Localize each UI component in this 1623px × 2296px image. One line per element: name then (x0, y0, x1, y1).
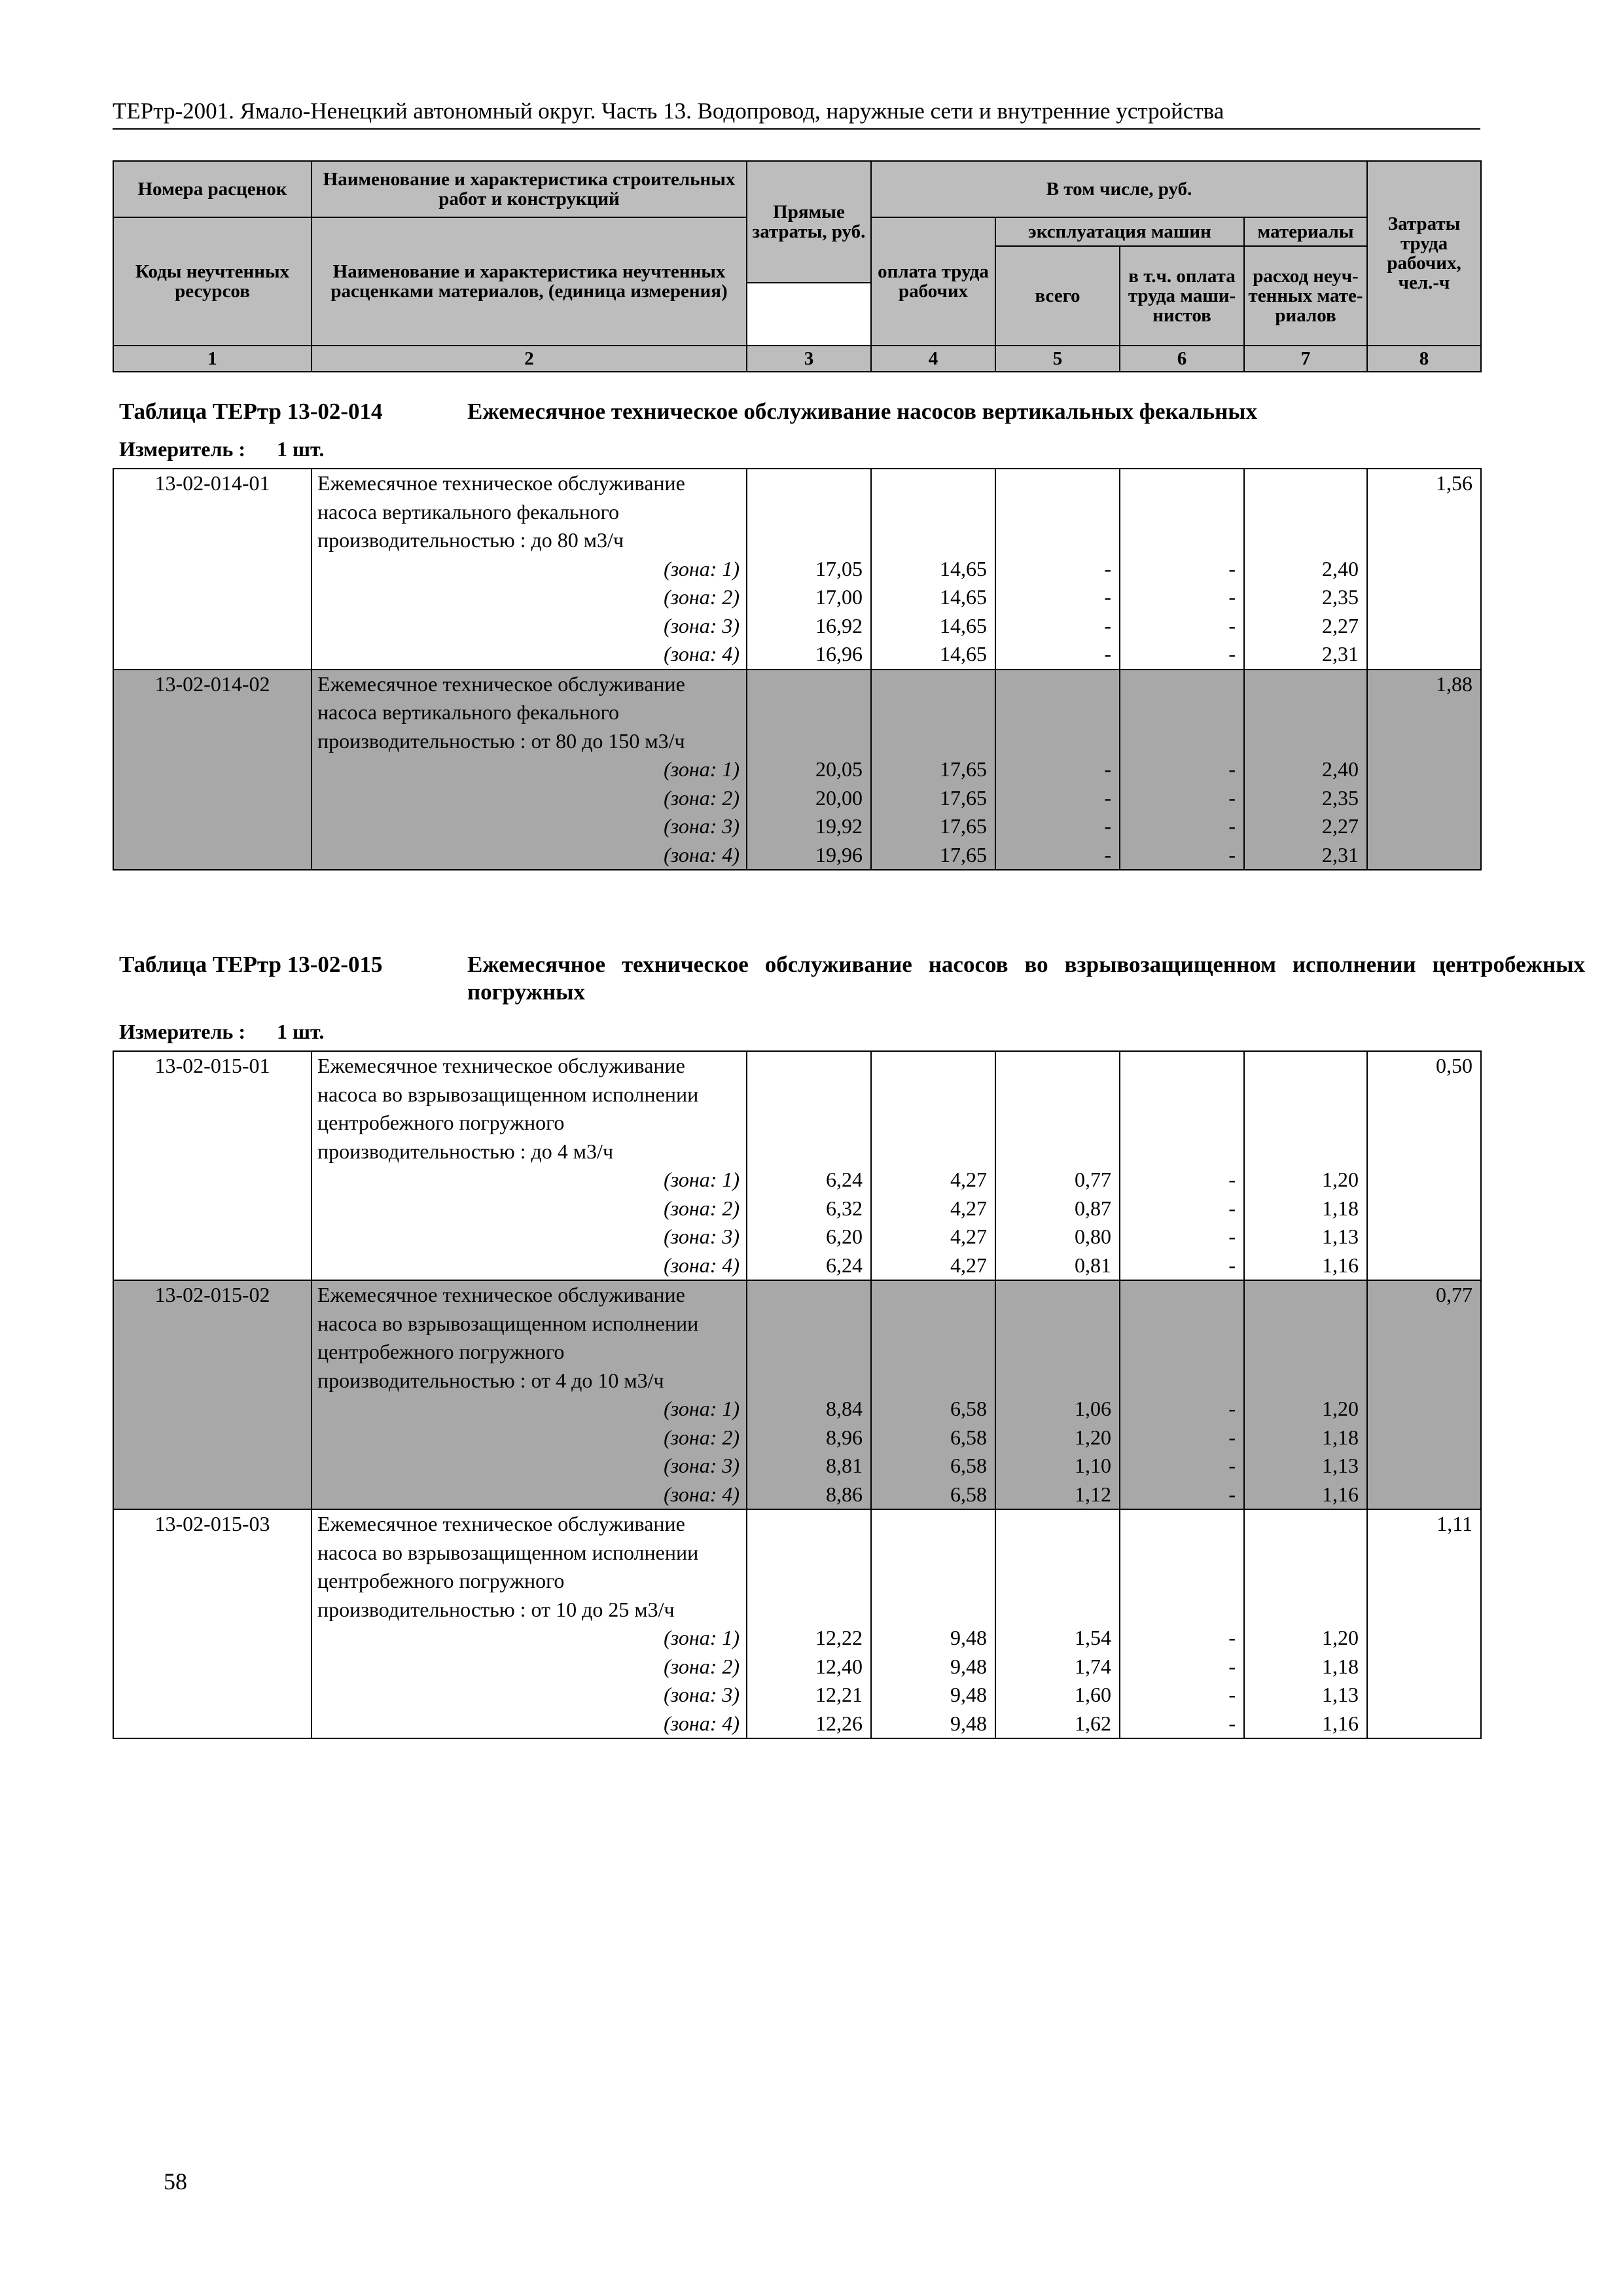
direct-cost: 6,24 (826, 1253, 863, 1277)
col2-top-header: Наименование и характеристика строительных работ и конструкций (312, 161, 747, 217)
page-number: 58 (164, 2168, 187, 2195)
table-number: Таблица ТЕРтр 13-02-015 (119, 952, 383, 977)
machinist-pay-cell (1120, 469, 1244, 670)
desc-spacer (1251, 670, 1359, 756)
labor-pay: 6,58 (950, 1454, 987, 1477)
meter-label: Измеритель : (119, 1020, 245, 1043)
zone-label: (зона: 2) (664, 785, 740, 810)
material-cost: 1,20 (1322, 1626, 1359, 1649)
header-rule (113, 128, 1480, 130)
material-cost: 2,40 (1322, 556, 1359, 581)
material-cost-cell (1244, 1051, 1367, 1280)
labor-pay: 4,27 (950, 1168, 987, 1191)
material-cost-cell (1244, 1280, 1367, 1509)
labor-pay: 4,27 (950, 1196, 987, 1220)
table-title-015 (119, 951, 1585, 1009)
material-cost-cell (1244, 469, 1367, 670)
labor-pay-cell (871, 1280, 995, 1509)
rate-code: 13-02-015-03 (113, 1509, 312, 1738)
table-title-014 (119, 398, 1585, 425)
machinist-pay: - (1228, 1225, 1236, 1248)
rate-description: Ежемесячное техническое обслуживание насоса вертикального фекального производительностью : до 80 м3/ч (317, 471, 685, 552)
table-row (113, 1280, 1481, 1509)
machinist-pay: - (1228, 1626, 1236, 1649)
desc-spacer (1251, 1281, 1359, 1395)
desc-spacer (754, 1510, 863, 1624)
machine-cost-cell (995, 1280, 1120, 1509)
rate-description-cell (312, 1051, 747, 1280)
labor-pay: 17,65 (940, 785, 987, 810)
material-cost: 1,16 (1322, 1711, 1359, 1735)
col2-bottom-header: Наименование и характеристика неучтенных расценками материалов, (единица измерения) (312, 217, 747, 346)
desc-spacer (1127, 1052, 1236, 1166)
desc-spacer (1251, 1510, 1359, 1624)
machine-cost-cell (995, 1509, 1120, 1738)
machinist-pay-cell (1120, 670, 1244, 870)
col5-header: всего (995, 246, 1120, 346)
col3-header: Прямые затраты, руб. (747, 161, 871, 283)
machinist-pay: - (1228, 785, 1236, 810)
direct-cost: 6,32 (826, 1196, 863, 1220)
machine-cost: 0,77 (1075, 1168, 1111, 1191)
machine-cost: 1,54 (1075, 1626, 1111, 1649)
table-row (113, 469, 1481, 670)
machine-cost-cell (995, 670, 1120, 870)
material-cost: 1,18 (1322, 1425, 1359, 1449)
direct-cost-cell (747, 670, 871, 870)
zone-label: (зона: 1) (664, 1168, 740, 1191)
direct-cost: 12,26 (815, 1711, 863, 1735)
labor-pay: 9,48 (950, 1626, 987, 1649)
zone-label: (зона: 4) (664, 1711, 740, 1735)
labor-hours: 1,56 (1367, 469, 1481, 670)
direct-cost: 19,96 (815, 842, 863, 867)
direct-cost: 6,20 (826, 1225, 863, 1248)
direct-cost: 8,86 (826, 1482, 863, 1506)
desc-spacer (1127, 469, 1236, 555)
labor-pay: 17,65 (940, 814, 987, 838)
zone-label: (зона: 3) (664, 1683, 740, 1706)
machinist-pay-cell (1120, 1051, 1244, 1280)
direct-cost: 19,92 (815, 814, 863, 838)
material-cost: 1,13 (1322, 1454, 1359, 1477)
desc-spacer (1127, 1510, 1236, 1624)
desc-spacer (878, 1510, 987, 1624)
labor-pay: 14,65 (940, 585, 987, 609)
material-cost-cell (1244, 670, 1367, 870)
machine-cost: 1,10 (1075, 1454, 1111, 1477)
labor-pay: 14,65 (940, 556, 987, 581)
machine-cost-cell (995, 469, 1120, 670)
machinist-pay: - (1228, 1168, 1236, 1191)
labor-pay: 17,65 (940, 757, 987, 781)
desc-spacer (1127, 670, 1236, 756)
table-row (113, 670, 1481, 870)
machine-cost: 1,06 (1075, 1397, 1111, 1420)
running-header: ТЕРтр-2001. Ямало-Ненецкий автономный округ. Часть 13. Водопровод, наружные сети и внутренние устройства (113, 98, 1224, 124)
material-cost-cell (1244, 1509, 1367, 1738)
machine-cost: - (1104, 842, 1111, 867)
labor-pay: 14,65 (940, 613, 987, 637)
labor-pay: 9,48 (950, 1654, 987, 1678)
machine-cost: - (1104, 642, 1111, 666)
machinist-pay: - (1228, 1397, 1236, 1420)
table-row (113, 1509, 1481, 1738)
desc-spacer (754, 1281, 863, 1395)
column-number-4: 4 (871, 346, 995, 372)
machinist-pay: - (1228, 1711, 1236, 1735)
column-number-2: 2 (312, 346, 747, 372)
machinist-pay: - (1228, 1253, 1236, 1277)
machine-cost: 1,74 (1075, 1654, 1111, 1678)
material-cost: 2,27 (1322, 814, 1359, 838)
direct-cost: 8,81 (826, 1454, 863, 1477)
machine-cost: - (1104, 814, 1111, 838)
labor-pay-cell (871, 469, 995, 670)
direct-cost-cell (747, 1509, 871, 1738)
labor-hours: 1,11 (1367, 1509, 1481, 1738)
column-number-6: 6 (1120, 346, 1244, 372)
meter-value: 1 шт. (276, 1020, 325, 1043)
column-number-3: 3 (747, 346, 871, 372)
machine-cost: 0,80 (1075, 1225, 1111, 1248)
material-cost: 2,31 (1322, 842, 1359, 867)
price-table-015 (113, 1050, 1482, 1739)
direct-cost: 12,40 (815, 1654, 863, 1678)
table-number: Таблица ТЕРтр 13-02-014 (119, 399, 383, 424)
material-cost: 2,27 (1322, 613, 1359, 637)
rate-description: Ежемесячное техническое обслуживание насоса во взрывозащищенном исполнении центробежного погружного производительностью : от 4 до 10 м3/ч (317, 1283, 699, 1392)
machinist-pay: - (1228, 613, 1236, 637)
direct-cost: 12,21 (815, 1683, 863, 1706)
labor-pay: 4,27 (950, 1253, 987, 1277)
machinist-pay: - (1228, 1454, 1236, 1477)
zone-label: (зона: 1) (664, 1626, 740, 1649)
machinist-pay: - (1228, 1196, 1236, 1220)
price-table-014 (113, 468, 1482, 870)
machine-cost: 1,20 (1075, 1425, 1111, 1449)
column-number-5: 5 (995, 346, 1120, 372)
desc-spacer (1251, 1052, 1359, 1166)
zone-label: (зона: 3) (664, 1454, 740, 1477)
machinist-pay: - (1228, 1683, 1236, 1706)
zone-label: (зона: 3) (664, 814, 740, 838)
rate-description-cell (312, 1280, 747, 1509)
labor-pay: 4,27 (950, 1225, 987, 1248)
machine-cost: 1,12 (1075, 1482, 1111, 1506)
desc-spacer (754, 670, 863, 756)
column-header-table (113, 160, 1482, 372)
rate-description-cell (312, 1509, 747, 1738)
desc-spacer (1003, 670, 1111, 756)
rate-description: Ежемесячное техническое обслуживание насоса во взрывозащищенном исполнении центробежного погружного производительностью : от 10 до 25 м3/ч (317, 1512, 699, 1621)
column-number-8: 8 (1367, 346, 1481, 372)
labor-hours: 0,77 (1367, 1280, 1481, 1509)
direct-cost: 16,92 (815, 613, 863, 637)
desc-spacer (1003, 1281, 1111, 1395)
table-name: Ежемесячное техническое обслуживание насосов вертикальных фекальных (467, 399, 1258, 424)
machinist-pay-cell (1120, 1509, 1244, 1738)
material-cost: 2,31 (1322, 642, 1359, 666)
material-cost: 1,16 (1322, 1253, 1359, 1277)
column-number-7: 7 (1244, 346, 1367, 372)
machinist-pay: - (1228, 1654, 1236, 1678)
direct-cost: 8,84 (826, 1397, 863, 1420)
direct-cost-cell (747, 1051, 871, 1280)
zone-label: (зона: 4) (664, 1253, 740, 1277)
col7-header: расход неуч-тенных мате-риалов (1244, 246, 1367, 346)
direct-cost: 12,22 (815, 1626, 863, 1649)
machine-cost: - (1104, 556, 1111, 581)
rate-code: 13-02-014-02 (113, 670, 312, 870)
material-cost: 1,13 (1322, 1225, 1359, 1248)
desc-spacer (1127, 1281, 1236, 1395)
labor-pay-cell (871, 1051, 995, 1280)
material-cost: 1,20 (1322, 1168, 1359, 1191)
direct-cost: 17,00 (815, 585, 863, 609)
meter-value: 1 шт. (276, 437, 325, 461)
zone-label: (зона: 3) (664, 613, 740, 637)
col4-header: оплата труда рабочих (871, 217, 995, 346)
desc-spacer (878, 670, 987, 756)
direct-cost: 20,05 (815, 757, 863, 781)
material-cost: 1,18 (1322, 1196, 1359, 1220)
zone-label: (зона: 2) (664, 1196, 740, 1220)
machinist-pay: - (1228, 1425, 1236, 1449)
material-cost: 2,35 (1322, 585, 1359, 609)
machinist-pay: - (1228, 814, 1236, 838)
labor-pay: 9,48 (950, 1711, 987, 1735)
desc-spacer (878, 1281, 987, 1395)
desc-spacer (1251, 469, 1359, 555)
material-cost: 1,13 (1322, 1683, 1359, 1706)
desc-spacer (1003, 1510, 1111, 1624)
zone-label: (зона: 1) (664, 1397, 740, 1420)
zone-label: (зона: 2) (664, 1425, 740, 1449)
machinist-pay: - (1228, 642, 1236, 666)
labor-pay: 14,65 (940, 642, 987, 666)
desc-spacer (754, 469, 863, 555)
machine-cost: 1,60 (1075, 1683, 1111, 1706)
machines-header: эксплуатация машин (995, 217, 1244, 246)
zone-label: (зона: 1) (664, 556, 740, 581)
labor-hours: 1,88 (1367, 670, 1481, 870)
materials-header: материалы (1244, 217, 1367, 246)
col1-bottom-header: Коды неучтенных ресурсов (113, 217, 312, 346)
machinist-pay: - (1228, 585, 1236, 609)
zone-label: (зона: 4) (664, 1482, 740, 1506)
zone-label: (зона: 1) (664, 757, 740, 781)
col6-header: в т.ч. оплата труда маши-нистов (1120, 246, 1244, 346)
machinist-pay: - (1228, 757, 1236, 781)
material-cost: 1,20 (1322, 1397, 1359, 1420)
direct-cost: 20,00 (815, 785, 863, 810)
direct-cost-cell (747, 1280, 871, 1509)
rate-description-cell (312, 469, 747, 670)
machinist-pay: - (1228, 1482, 1236, 1506)
machinist-pay: - (1228, 556, 1236, 581)
desc-spacer (878, 469, 987, 555)
zone-label: (зона: 2) (664, 585, 740, 609)
labor-pay: 6,58 (950, 1425, 987, 1449)
zone-label: (зона: 3) (664, 1225, 740, 1248)
group-header: В том числе, руб. (871, 161, 1367, 217)
material-cost: 1,16 (1322, 1482, 1359, 1506)
machine-cost: 0,87 (1075, 1196, 1111, 1220)
machine-cost: 0,81 (1075, 1253, 1111, 1277)
material-cost: 1,18 (1322, 1654, 1359, 1678)
labor-pay: 6,58 (950, 1482, 987, 1506)
labor-pay-cell (871, 670, 995, 870)
labor-pay: 6,58 (950, 1397, 987, 1420)
col8-header: Затраты труда рабочих, чел.-ч (1367, 161, 1481, 346)
direct-cost-cell (747, 469, 871, 670)
material-cost: 2,40 (1322, 757, 1359, 781)
zone-label: (зона: 4) (664, 842, 740, 867)
zone-label: (зона: 2) (664, 1654, 740, 1678)
desc-spacer (1003, 1052, 1111, 1166)
column-number-1: 1 (113, 346, 312, 372)
desc-spacer (878, 1052, 987, 1166)
machine-cost-cell (995, 1051, 1120, 1280)
direct-cost: 6,24 (826, 1168, 863, 1191)
labor-pay: 9,48 (950, 1683, 987, 1706)
rate-description: Ежемесячное техническое обслуживание насоса во взрывозащищенном исполнении центробежного погружного производительностью : до 4 м3/ч (317, 1054, 699, 1163)
zone-label: (зона: 4) (664, 642, 740, 666)
desc-spacer (1003, 469, 1111, 555)
rate-code: 13-02-014-01 (113, 469, 312, 670)
machinist-pay: - (1228, 842, 1236, 867)
machine-cost: - (1104, 613, 1111, 637)
col1-top-header: Номера расценок (113, 161, 312, 217)
machinist-pay-cell (1120, 1280, 1244, 1509)
table-name: Ежемесячное техническое обслуживание насосов во взрывозащищенном исполнении центробежных погружных (467, 952, 1585, 1005)
rate-code: 13-02-015-01 (113, 1051, 312, 1280)
machine-cost: - (1104, 785, 1111, 810)
table-row (113, 1051, 1481, 1280)
material-cost: 2,35 (1322, 785, 1359, 810)
machine-cost: - (1104, 585, 1111, 609)
machine-cost: - (1104, 757, 1111, 781)
rate-description: Ежемесячное техническое обслуживание насоса вертикального фекального производительностью : от 80 до 150 м3/ч (317, 672, 685, 753)
direct-cost: 8,96 (826, 1425, 863, 1449)
machine-cost: 1,62 (1075, 1711, 1111, 1735)
labor-pay: 17,65 (940, 842, 987, 867)
rate-code: 13-02-015-02 (113, 1280, 312, 1509)
labor-pay-cell (871, 1509, 995, 1738)
rate-description-cell (312, 670, 747, 870)
desc-spacer (754, 1052, 863, 1166)
meter-014 (119, 437, 324, 461)
meter-label: Измеритель : (119, 437, 245, 461)
direct-cost: 17,05 (815, 556, 863, 581)
meter-015 (119, 1020, 324, 1044)
direct-cost: 16,96 (815, 642, 863, 666)
labor-hours: 0,50 (1367, 1051, 1481, 1280)
